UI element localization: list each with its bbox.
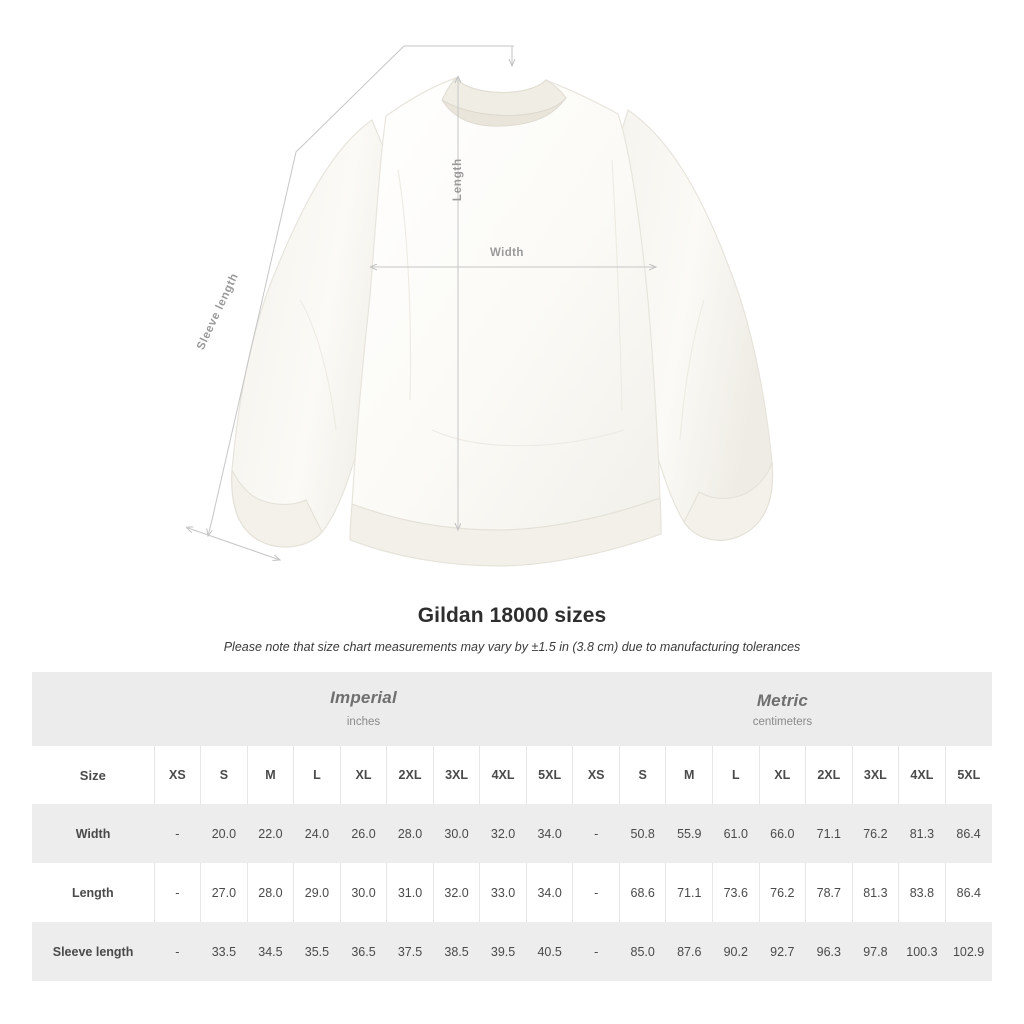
header-metric-l: L	[713, 746, 760, 804]
sleeve-metric-5xl: 102.9	[945, 922, 992, 981]
length-imperial-xl: 30.0	[340, 863, 387, 922]
header-metric-xs: XS	[573, 746, 620, 804]
width-imperial-xs: -	[154, 804, 201, 863]
width-imperial-3xl: 30.0	[433, 804, 480, 863]
width-metric-5xl: 86.4	[945, 804, 992, 863]
sleeve-imperial-3xl: 38.5	[433, 922, 480, 981]
size-chart-table	[32, 672, 992, 981]
width-imperial-l: 24.0	[294, 804, 341, 863]
header-metric-m: M	[666, 746, 713, 804]
length-metric-3xl: 81.3	[852, 863, 899, 922]
width-metric-xl: 66.0	[759, 804, 806, 863]
header-imperial-xl: XL	[340, 746, 387, 804]
page-title: Gildan 18000 sizes	[417, 604, 607, 627]
width-imperial-2xl: 28.0	[387, 804, 434, 863]
sleeve-imperial-5xl: 40.5	[526, 922, 573, 981]
header-imperial-l: L	[294, 746, 341, 804]
length-imperial-l: 29.0	[294, 863, 341, 922]
sleeve-imperial-xl: 36.5	[340, 922, 387, 981]
header-imperial-3xl: 3XL	[433, 746, 480, 804]
header-metric-2xl: 2XL	[806, 746, 853, 804]
width-imperial-xl: 26.0	[340, 804, 387, 863]
size-column-label: Size	[32, 746, 154, 804]
width-imperial-5xl: 34.0	[526, 804, 573, 863]
row-label-length: Length	[32, 863, 154, 922]
width-imperial-m: 22.0	[247, 804, 294, 863]
table-row	[32, 804, 992, 863]
sleeve-metric-xs: -	[573, 922, 620, 981]
sleeve-metric-s: 85.0	[619, 922, 666, 981]
sleeve-length-measure-label: Sleeve length	[194, 271, 242, 352]
length-measure-label: Length	[452, 158, 464, 202]
metric-label: Metric	[756, 690, 809, 710]
header-imperial-xs: XS	[154, 746, 201, 804]
length-imperial-3xl: 32.0	[433, 863, 480, 922]
metric-unit: centimeters	[752, 715, 813, 728]
imperial-unit: inches	[346, 715, 381, 728]
header-metric-4xl: 4XL	[899, 746, 946, 804]
sleeve-imperial-s: 33.5	[201, 922, 248, 981]
width-metric-2xl: 71.1	[806, 804, 853, 863]
length-imperial-m: 28.0	[247, 863, 294, 922]
sleeve-imperial-l: 35.5	[294, 922, 341, 981]
table-corner-cell	[32, 672, 154, 746]
length-imperial-5xl: 34.0	[526, 863, 573, 922]
length-imperial-4xl: 33.0	[480, 863, 527, 922]
imperial-label: Imperial	[330, 687, 397, 707]
sleeve-metric-2xl: 96.3	[806, 922, 853, 981]
header-imperial-s: S	[201, 746, 248, 804]
metric-system-header	[573, 672, 992, 746]
header-metric-s: S	[619, 746, 666, 804]
length-imperial-xs: -	[154, 863, 201, 922]
table-row	[32, 922, 992, 981]
size-table-wrapper	[32, 672, 992, 981]
header-imperial-2xl: 2XL	[387, 746, 434, 804]
unit-system-header-row	[32, 672, 992, 746]
length-metric-xs: -	[573, 863, 620, 922]
width-metric-4xl: 81.3	[899, 804, 946, 863]
sleeve-metric-l: 90.2	[713, 922, 760, 981]
width-measure-label: Width	[490, 247, 524, 259]
width-imperial-4xl: 32.0	[480, 804, 527, 863]
width-metric-s: 50.8	[619, 804, 666, 863]
length-metric-xl: 76.2	[759, 863, 806, 922]
row-label-sleeve-length: Sleeve length	[32, 922, 154, 981]
length-metric-s: 68.6	[619, 863, 666, 922]
length-metric-2xl: 78.7	[806, 863, 853, 922]
imperial-system-header	[154, 672, 573, 746]
width-metric-l: 61.0	[713, 804, 760, 863]
width-imperial-s: 20.0	[201, 804, 248, 863]
sleeve-imperial-2xl: 37.5	[387, 922, 434, 981]
length-imperial-s: 27.0	[201, 863, 248, 922]
sleeve-metric-4xl: 100.3	[899, 922, 946, 981]
header-imperial-4xl: 4XL	[480, 746, 527, 804]
width-metric-m: 55.9	[666, 804, 713, 863]
title-block	[0, 604, 1024, 654]
header-imperial-5xl: 5XL	[526, 746, 573, 804]
header-metric-3xl: 3XL	[852, 746, 899, 804]
length-metric-4xl: 83.8	[899, 863, 946, 922]
width-metric-xs: -	[573, 804, 620, 863]
table-row	[32, 863, 992, 922]
length-imperial-2xl: 31.0	[387, 863, 434, 922]
length-metric-5xl: 86.4	[945, 863, 992, 922]
header-metric-5xl: 5XL	[945, 746, 992, 804]
sleeve-metric-xl: 92.7	[759, 922, 806, 981]
sleeve-imperial-m: 34.5	[247, 922, 294, 981]
length-metric-m: 71.1	[666, 863, 713, 922]
sleeve-imperial-xs: -	[154, 922, 201, 981]
header-imperial-m: M	[247, 746, 294, 804]
sleeve-imperial-4xl: 39.5	[480, 922, 527, 981]
width-metric-3xl: 76.2	[852, 804, 899, 863]
size-header-row	[32, 746, 992, 804]
header-metric-xl: XL	[759, 746, 806, 804]
sleeve-metric-3xl: 97.8	[852, 922, 899, 981]
length-metric-l: 73.6	[713, 863, 760, 922]
tolerance-note: Please note that size chart measurements may vary by ±1.5 in (3.8 cm) due to manufacturing tolerances	[223, 640, 801, 654]
row-label-width: Width	[32, 804, 154, 863]
sleeve-metric-m: 87.6	[666, 922, 713, 981]
